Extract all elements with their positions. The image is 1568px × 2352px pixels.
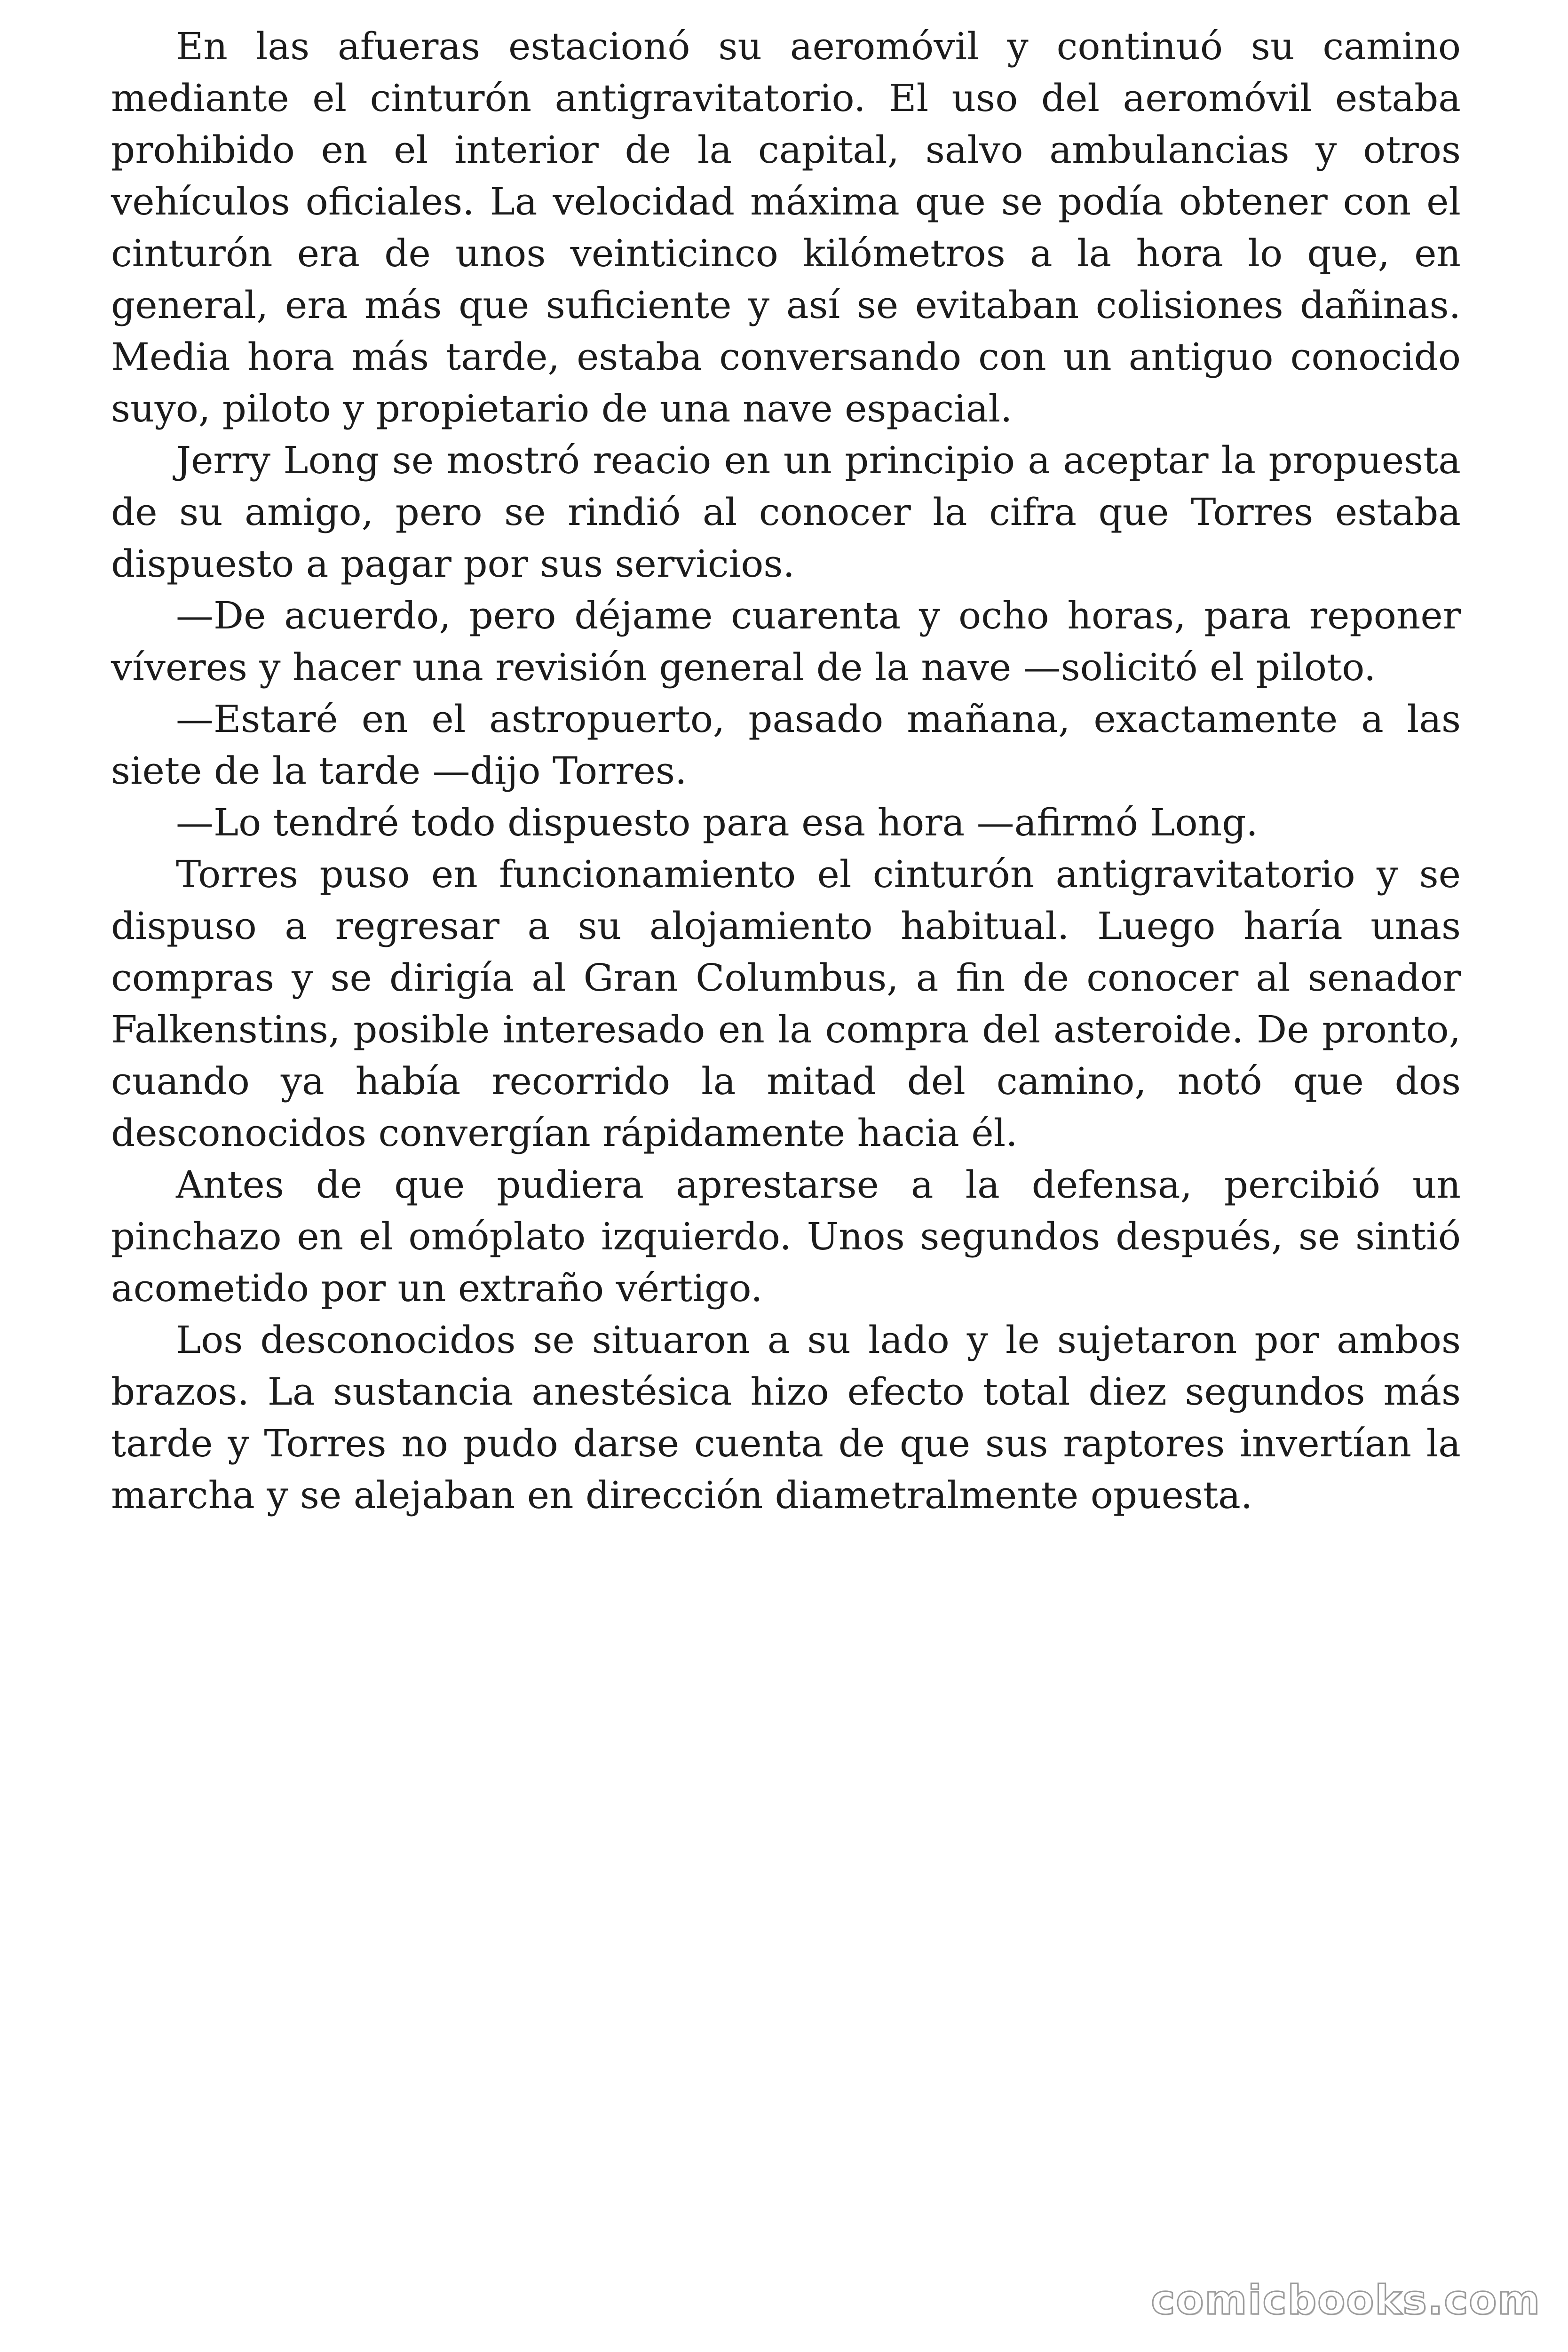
paragraph-6: Torres puso en funcionamiento el cinturón antigravitatorio y se dispuso a regresar a su alojamiento habitual. Luego haría unas compras y se dirigía al Gran Columbus, a fin de conocer al senador Falkenstins, posible interesado en la compra del asteroide. De pronto, cuando ya había recorrido la mitad del camino, notó que dos desconocidos convergían rápidamente hacia él. [111,852,1461,1155]
paragraph-5: —Lo tendré todo dispuesto para esa hora —afirmó Long. [176,801,1258,844]
paragraph-8: Los desconocidos se situaron a su lado y le sujetaron por ambos brazos. La sustancia anestésica hizo efecto total diez segundos más tarde y Torres no pudo darse cuenta de que sus raptores invertían la marcha y se alejaban en dirección diametralmente opuesta. [111,1318,1461,1517]
watermark-logo: comicbooks.com [1151,2277,1541,2324]
paragraph-3: —De acuerdo, pero déjame cuarenta y ocho horas, para reponer víveres y hacer una revisión general de la nave —solicitó el piloto. [111,594,1461,689]
paragraph-7: Antes de que pudiera aprestarse a la defensa, percibió un pinchazo en el omóplato izquierdo. Unos segundos después, se sintió acometido por un extraño vértigo. [111,1163,1461,1310]
paragraph-4: —Estaré en el astropuerto, pasado mañana, exactamente a las siete de la tarde —dijo Torres. [111,697,1461,793]
paragraph-2: Jerry Long se mostró reacio en un principio a aceptar la propuesta de su amigo, pero se rindió al conocer la cifra que Torres estaba dispuesto a pagar por sus servicios. [111,438,1461,586]
body-text [111,21,1461,1521]
paragraph-1: En las afueras estacionó su aeromóvil y continuó su camino mediante el cinturón antigravitatorio. El uso del aeromóvil estaba prohibido en el interior de la capital, salvo ambulancias y otros vehículos oficiales. La velocidad máxima que se podía obtener con el cinturón era de unos veinticinco kilómetros a la hora lo que, en general, era más que suficiente y así se evitaban colisiones dañinas. Media hora más tarde, estaba conversando con un antiguo conocido suyo, piloto y propietario de una nave espacial. [111,24,1461,430]
